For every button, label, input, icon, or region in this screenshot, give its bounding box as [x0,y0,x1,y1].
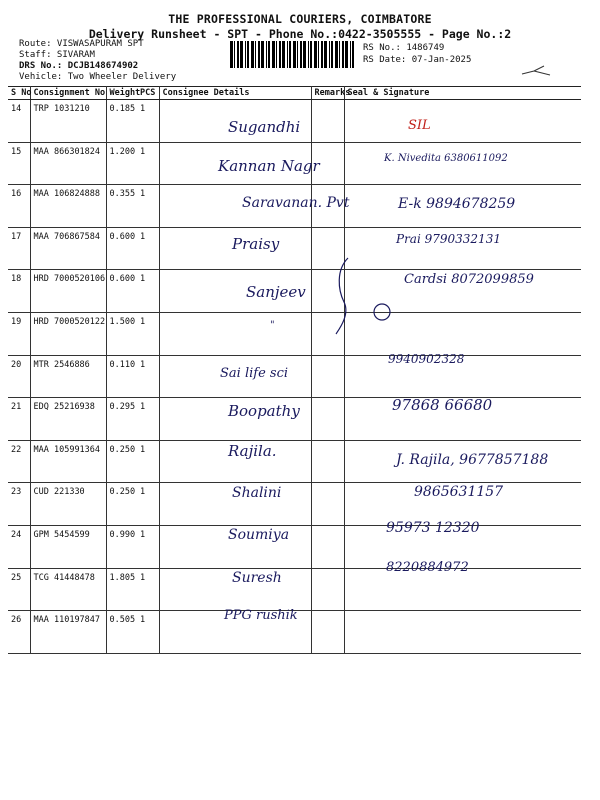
handwritten-signature: 97868 66680 [392,396,493,414]
cell-sno: 15 [8,142,30,185]
rs-number: RS No.: 1486749 [363,43,445,53]
table-row [8,525,581,568]
cell-pcs: 1 [137,611,159,654]
cell-consignment: MTR 2546886 [30,355,106,398]
cell-sno: 26 [8,611,30,654]
cell-weight: 1.500 [106,312,137,355]
col-header-pcs: PCS [137,87,159,100]
col-header-consignment: Consignment No [30,87,106,100]
handwritten-signature: Prai 9790332131 [396,232,501,246]
cell-consignment: TRP 1031210 [30,100,106,143]
cell-weight: 0.295 [106,398,137,441]
cell-pcs: 1 [137,312,159,355]
handwritten-signature: 95973 12320 [386,520,480,536]
cell-remarks [311,398,344,441]
col-header-sno: S No [8,87,30,100]
handwritten-signature: 9865631157 [414,484,504,500]
handwritten-consignee: Sugandhi [228,118,301,136]
staff-label: Staff: SIVARAM [19,50,95,60]
handwritten-signature: Cardsi 8072099859 [404,272,534,287]
cell-sno: 21 [8,398,30,441]
cell-pcs: 1 [137,185,159,228]
company-title: THE PROFESSIONAL COURIERS, COIMBATORE [168,12,432,26]
vehicle-label: Vehicle: Two Wheeler Delivery [19,72,177,82]
handwritten-signature: 9940902328 [388,352,465,366]
table-row [8,355,581,398]
handwritten-consignee: Praisy [232,235,280,253]
cell-sno: 25 [8,568,30,611]
cell-sno: 24 [8,525,30,568]
cell-pcs: 1 [137,525,159,568]
cell-remarks [311,525,344,568]
cell-pcs: 1 [137,227,159,270]
cell-sno: 17 [8,227,30,270]
cell-weight: 0.185 [106,100,137,143]
table-header-row [8,87,581,100]
cell-consignment: MAA 105991364 [30,440,106,483]
cell-pcs: 1 [137,142,159,185]
cell-consignee [159,312,311,355]
cell-remarks [311,355,344,398]
cell-sno: 18 [8,270,30,313]
cell-consignment: GPM 5454599 [30,525,106,568]
barcode-image [230,41,356,68]
table-row [8,312,581,355]
cell-weight: 0.355 [106,185,137,228]
cell-pcs: 1 [137,568,159,611]
cell-weight: 1.200 [106,142,137,185]
cell-pcs: 1 [137,398,159,441]
cell-sno: 22 [8,440,30,483]
cell-consignment: CUD 221330 [30,483,106,526]
cell-consignment: MAA 706867584 [30,227,106,270]
cell-remarks [311,483,344,526]
cell-weight: 0.505 [106,611,137,654]
rs-date: RS Date: 07-Jan-2025 [363,55,472,65]
cell-remarks [311,568,344,611]
cell-weight: 0.600 [106,270,137,313]
cell-weight: 1.805 [106,568,137,611]
cell-weight: 0.600 [106,227,137,270]
cell-sno: 23 [8,483,30,526]
col-header-consignee: Consignee Details [159,87,311,100]
handwritten-consignee: Kannan Nagr [218,157,320,175]
cell-signature [344,611,581,654]
drs-number: DRS No.: DCJB148674902 [19,61,139,71]
handwritten-consignee: Soumiya [228,527,290,543]
cell-remarks [311,440,344,483]
handwritten-consignee: Sanjeev [246,283,306,301]
handwritten-consignee: Sai life sci [220,366,289,381]
cell-consignment: EDQ 25216938 [30,398,106,441]
pen-scribble-mark [330,250,400,340]
cell-consignment: TCG 41448478 [30,568,106,611]
handwritten-signature: SIL [408,118,431,133]
cell-consignment: MAA 106824888 [30,185,106,228]
cell-pcs: 1 [137,355,159,398]
cell-sno: 19 [8,312,30,355]
route-label: Route: VISWASAPURAM SPT [19,39,144,49]
cell-pcs: 1 [137,440,159,483]
cell-pcs: 1 [137,270,159,313]
cell-sno: 16 [8,185,30,228]
runsheet-subtitle: Delivery Runsheet - SPT - Phone No.:0422-3505555 - Page No.:2 [88,27,512,41]
handwritten-consignee: " [270,320,275,331]
cell-signature [344,100,581,143]
handwritten-signature: J. Rajila, 9677857188 [396,452,549,468]
col-header-signature: Seal & Signature [344,87,581,100]
cell-remarks [311,100,344,143]
col-header-weight: Weight [106,87,137,100]
cell-consignment: MAA 110197847 [30,611,106,654]
pen-mark-icon [520,64,556,78]
handwritten-consignee: Suresh [232,570,282,586]
cell-consignment: HRD 7000520106 [30,270,106,313]
handwritten-consignee: PPG rushik [224,608,298,623]
cell-sno: 20 [8,355,30,398]
table-row [8,568,581,611]
cell-weight: 0.250 [106,483,137,526]
cell-pcs: 1 [137,100,159,143]
cell-consignment: HRD 7000520122 [30,312,106,355]
handwritten-consignee: Saravanan. Pvt [242,195,350,211]
handwritten-signature: E-k 9894678259 [398,196,516,212]
cell-consignment: MAA 866301824 [30,142,106,185]
col-header-remarks: Remarks [311,87,344,100]
handwritten-consignee: Shalini [232,485,282,501]
cell-weight: 0.110 [106,355,137,398]
handwritten-signature: K. Nivedita 6380611092 [384,153,508,164]
handwritten-signature: 8220884972 [386,560,469,575]
cell-weight: 0.250 [106,440,137,483]
handwritten-consignee: Boopathy [228,402,300,420]
cell-pcs: 1 [137,483,159,526]
cell-weight: 0.990 [106,525,137,568]
handwritten-consignee: Rajila. [228,442,277,460]
cell-remarks [311,611,344,654]
cell-sno: 14 [8,100,30,143]
